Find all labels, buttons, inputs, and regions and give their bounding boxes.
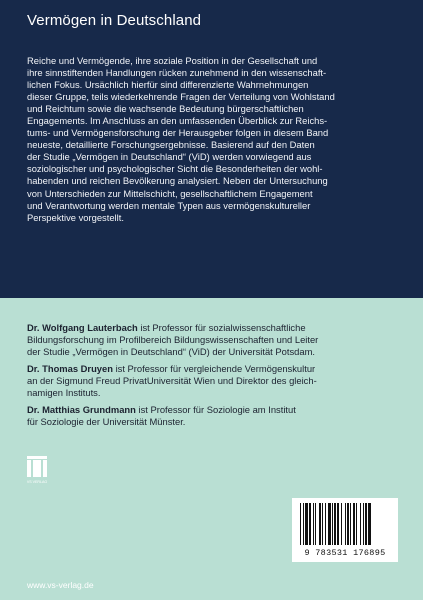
barcode xyxy=(292,498,398,562)
bio-text: ist Professor für vergleichende Vermögenskultur xyxy=(112,363,316,374)
book-blurb xyxy=(27,55,399,224)
author-name: Dr. Wolfgang Lauterbach xyxy=(27,322,138,333)
blurb-line: Reiche und Vermögende, ihre soziale Position in der Gesellschaft und xyxy=(27,55,318,66)
blurb-line: Perspektive vorgestellt. xyxy=(27,211,124,223)
blurb-line: lichen Fokus. Ursächlich hierfür sind differenzierte Wahrnehmungen xyxy=(27,79,309,91)
publisher-logo-text: VS VERLAG xyxy=(27,480,47,484)
blurb-line: soziologischer und psychologischer Sicht die Besonderheiten der wohl- xyxy=(27,163,323,175)
blurb-line: und Verantwortung werden mentale Typen aus vermögenskultureller xyxy=(27,199,311,211)
blurb-line: und Reichtum sowie die wachsende Bedeutung bürgerschaftlichen xyxy=(27,103,304,115)
bio-line: der Studie „Vermögen in Deutschland“ (ViD) der Universität Potsdam. xyxy=(27,346,315,357)
author-bio xyxy=(27,322,399,358)
barcode-bars xyxy=(292,498,398,548)
bio-line: für Soziologie der Universität Münster. xyxy=(27,416,186,427)
bio-line: an der Sigmund Freud PrivatUniversität Wien und Direktor des gleich- xyxy=(27,375,317,386)
blurb-line: Engagements. Im Anschluss an den umfassenden Überblick zur Reichs- xyxy=(27,115,328,127)
author-bios xyxy=(27,322,399,433)
author-bio xyxy=(27,363,399,399)
blurb-line: von Unterschieden zur Mittelschicht, gesellschaftlichem Engagement xyxy=(27,187,313,199)
bio-line xyxy=(27,404,399,416)
bio-text: ist Professor für sozialwissenschaftliche xyxy=(137,322,306,333)
book-title: Vermögen in Deutschland xyxy=(27,12,202,29)
bio-text: ist Professor für Soziologie am Institut xyxy=(135,404,296,415)
blurb-line: dieser Gruppe, teils wiederkehrende Fragen der Verteilung von Wohlstand xyxy=(27,91,335,103)
author-name: Dr. Thomas Druyen xyxy=(27,363,113,374)
bio-line xyxy=(27,322,399,334)
blurb-line: ihre sinnstiftenden Handlungen rücken zunehmend in den wissenschaft- xyxy=(27,67,327,79)
publisher-logo xyxy=(27,456,47,484)
blurb-line: tums- und Vermögensforschung der Herausgeber folgen in diesem Band xyxy=(27,127,329,139)
bio-line: Bildungsforschung im Profilbereich Bildungswissenschaften und Leiter xyxy=(27,334,319,345)
publisher-url[interactable]: www.vs-verlag.de xyxy=(27,580,94,590)
bio-line xyxy=(27,363,399,375)
author-name: Dr. Matthias Grundmann xyxy=(27,404,136,415)
blurb-line: der Studie „Vermögen in Deutschland“ (ViD) werden vorwiegend aus xyxy=(27,151,312,163)
bio-line: namigen Instituts. xyxy=(27,387,101,398)
barcode-number: 9 783531 176895 xyxy=(304,548,386,558)
blurb-line: habenden und reichen Bevölkerung analysiert. Neben der Untersuchung xyxy=(27,175,328,187)
author-bio xyxy=(27,404,399,428)
cover-top-panel xyxy=(0,0,423,298)
blurb-line: neueste, detaillierte Forschungsergebnisse. Basierend auf den Daten xyxy=(27,139,315,151)
